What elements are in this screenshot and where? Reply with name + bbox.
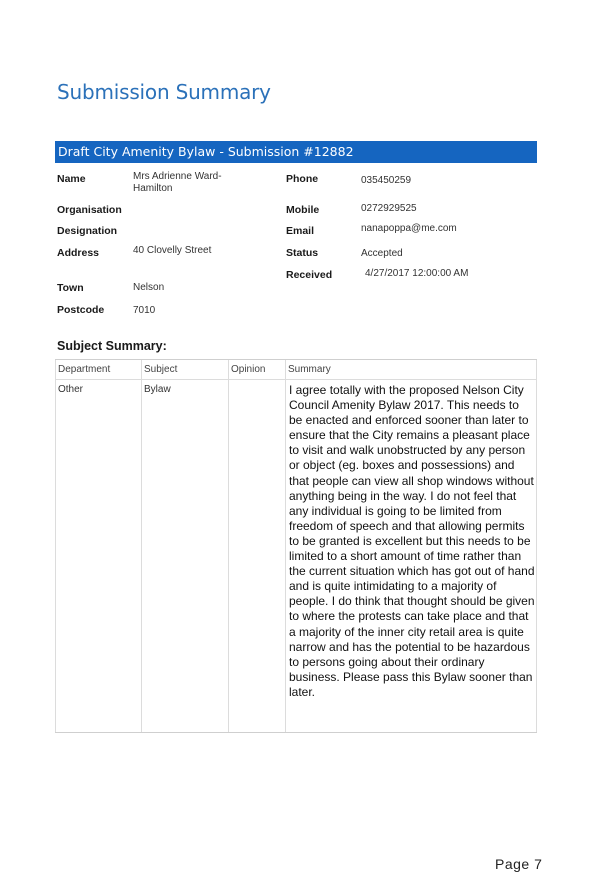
mobile-value: 0272929525 — [361, 203, 417, 214]
address-label: Address — [57, 247, 100, 259]
postcode-label: Postcode — [57, 304, 105, 316]
table-divider — [285, 360, 286, 732]
table-divider — [536, 360, 537, 732]
column-header-opinion: Opinion — [231, 364, 266, 375]
submission-banner: Draft City Amenity Bylaw - Submission #12882 — [55, 141, 537, 163]
phone-value: 035450259 — [361, 175, 412, 186]
table-header-divider — [55, 379, 537, 380]
column-header-department: Department — [58, 364, 111, 375]
table-divider — [141, 360, 142, 732]
table-divider — [228, 360, 229, 732]
name-value: Mrs Adrienne Ward-Hamilton — [133, 171, 222, 194]
column-header-subject: Subject — [144, 364, 178, 375]
cell-subject: Bylaw — [144, 384, 171, 395]
email-label: Email — [286, 225, 315, 237]
status-value: Accepted — [361, 248, 403, 259]
cell-department: Other — [58, 384, 84, 395]
table-divider — [55, 360, 56, 732]
cell-summary: I agree totally with the proposed Nelson City Council Amenity Bylaw 2017. This needs to be enacted and enforced sooner than later to ensure that the City remains a pleasant place to visit and walk unobstructed by any person or object (eg. boxes and possessions) and that people can view all shop windows without anything being in the way. I do not feel that any individual is going to be limited from freedom of speech and that allowing permits to be granted is excellent but this needs to be limited to a short amount of time rather than the current situation which has got out of hand and is quite intimidating to a majority of people. I do think that thought should be given to where the protests can take place and that a majority of the inner city retail area is quite narrow and has the potential to be hazardous to persons going about their ordinary business. Please pass this Bylaw sooner than later. — [289, 383, 535, 699]
column-header-summary: Summary — [288, 364, 331, 375]
subject-summary-table — [55, 359, 537, 733]
organisation-label: Organisation — [57, 204, 122, 216]
mobile-label: Mobile — [286, 204, 320, 216]
page-number: Page 7 — [495, 856, 543, 872]
town-label: Town — [57, 282, 84, 294]
phone-label: Phone — [286, 173, 319, 185]
town-value: Nelson — [133, 282, 165, 293]
page-title: Submission Summary — [57, 80, 271, 104]
email-value: nanapoppa@me.com — [361, 223, 457, 234]
received-label: Received — [286, 269, 333, 281]
received-value: 4/27/2017 12:00:00 AM — [365, 268, 469, 279]
designation-label: Designation — [57, 225, 118, 237]
subject-summary-heading: Subject Summary: — [57, 339, 167, 353]
name-label: Name — [57, 173, 86, 185]
address-value: 40 Clovelly Street — [133, 245, 212, 256]
status-label: Status — [286, 247, 319, 259]
postcode-value: 7010 — [133, 305, 156, 316]
